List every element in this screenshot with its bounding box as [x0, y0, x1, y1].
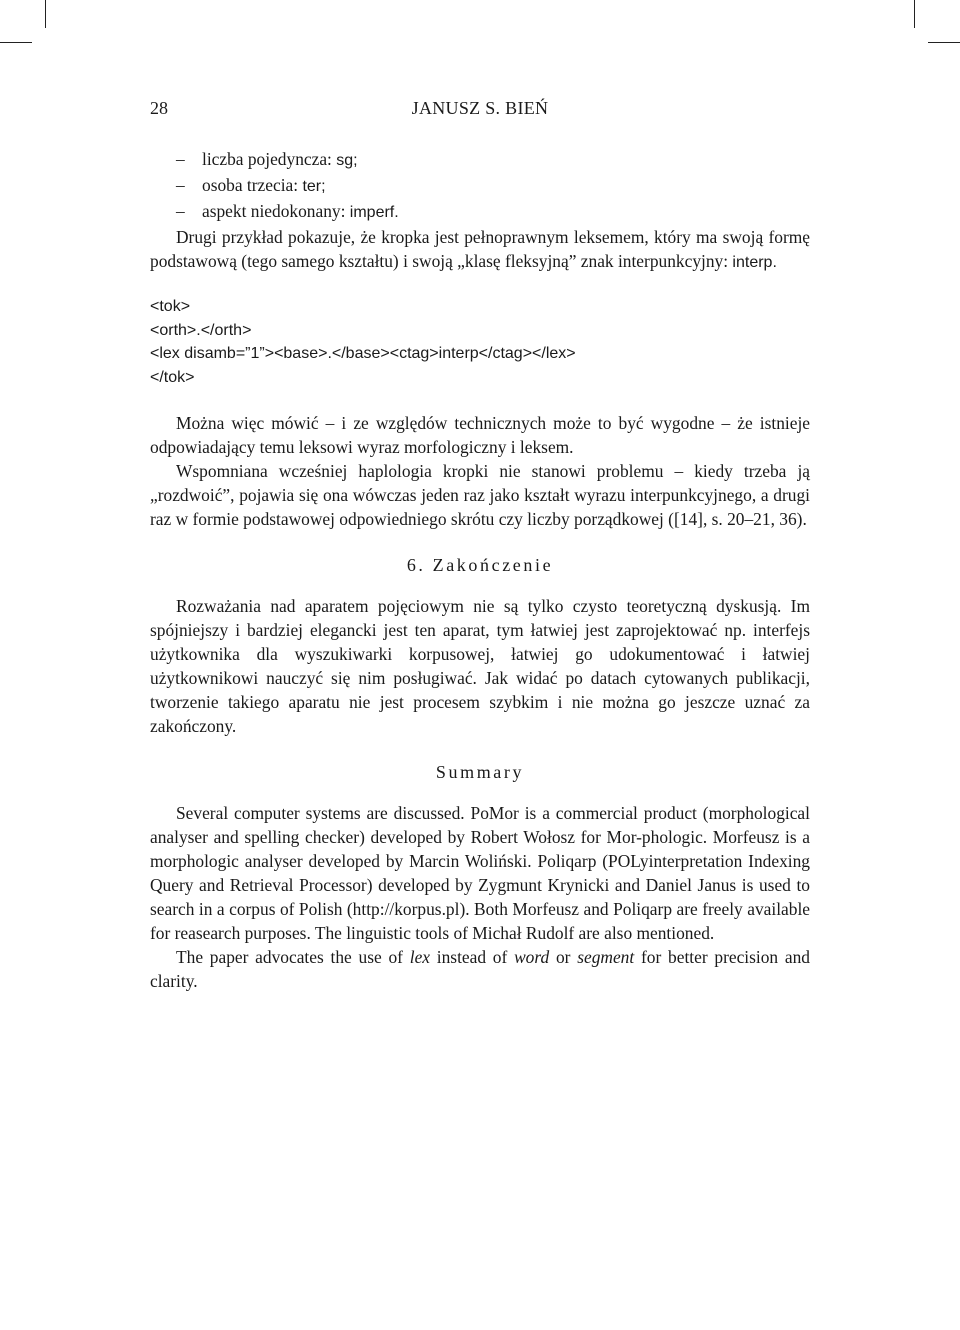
list-item: – aspekt niedokonany: imperf.: [176, 201, 399, 221]
code-line: <tok>: [150, 298, 191, 315]
page-number: 28: [150, 98, 168, 118]
code-line: <orth>.</orth>: [150, 321, 252, 339]
page-content: [150, 147, 810, 993]
crop-mark: [928, 42, 960, 43]
crop-mark: [45, 0, 46, 28]
feature-list: [150, 147, 810, 225]
list-item: – liczba pojedyncza: sg;: [176, 149, 358, 169]
paragraph: Drugi przykład pokazuje, że kropka jest pełnoprawnym leksemem, który ma swoją formę podstawową (tego samego kształtu) i swoją „klasę fleksyjną” znak interpunkcyjny: interp.: [150, 227, 810, 271]
code-line: </tok>: [150, 368, 195, 386]
paragraph: Rozważania nad aparatem pojęciowym nie są tylko czysto teoretyczną dyskusją. Im spójniejszy i bardziej elegancki jest ten aparat, tym łatwiej jest zaprojektować np. interfejs użytkownika dla wyszukiwarki korpusowej, łatwiej go udokumentować i łatwiej użytkownikowi nauczyć się nim posługiwać. Jak widać po datach cytowanych publikacji, tworzenie takiego aparatu nie jest procesem szybkim i nie można go jeszcze uznać za zakończony.: [150, 596, 810, 736]
paragraph: Wspomniana wcześniej haplologia kropki nie stanowi problemu – kiedy trzeba ją „rozdwoić”, pojawia się ona wówczas jeden raz jako kształt wyrazu interpunkcyjnego, a drugi raz w formie podstawowej odpowiedniego skrótu czy liczby porządkowej ([14], s. 20–21, 36).: [150, 461, 810, 529]
page-header: [150, 98, 810, 122]
running-head: JANUSZ S. BIEŃ: [411, 98, 549, 118]
code-block: [150, 295, 810, 389]
summary-paragraph: The paper advocates the use of lex instead of word or segment for better precision and clarity.: [150, 947, 811, 991]
list-item: – osoba trzecia: ter;: [176, 175, 326, 195]
code-line: <lex disamb=”1”><base>.</base><ctag>interp</ctag></lex>: [150, 345, 576, 362]
paragraph: Można więc mówić – i ze względów technicznych może to być wygodne – że istnieje odpowiadający temu leksowi wyraz morfologiczny i leksem.: [150, 413, 810, 457]
section-heading: 6. Zakończenie: [406, 555, 554, 575]
summary-paragraph: Several computer systems are discussed. PoMor is a commercial product (morphological analyser and spelling checker) developed by Robert Wołosz for Mor-phologic. Morfeusz is a morphologic analyser developed by Marcin Woliński. Poliqarp (POLyinterpretation Indexing Query and Retrieval Processor) developed by Zygmunt Krynicki and Daniel Janus is used to search in a corpus of Polish (http://korpus.pl). Both Morfeusz and Poliqarp are freely available for reasearch purposes. The linguistic tools of Michał Rudolf are also mentioned.: [150, 803, 810, 943]
summary-heading: Summary: [435, 762, 525, 782]
crop-mark: [914, 0, 915, 28]
crop-mark: [0, 42, 32, 43]
